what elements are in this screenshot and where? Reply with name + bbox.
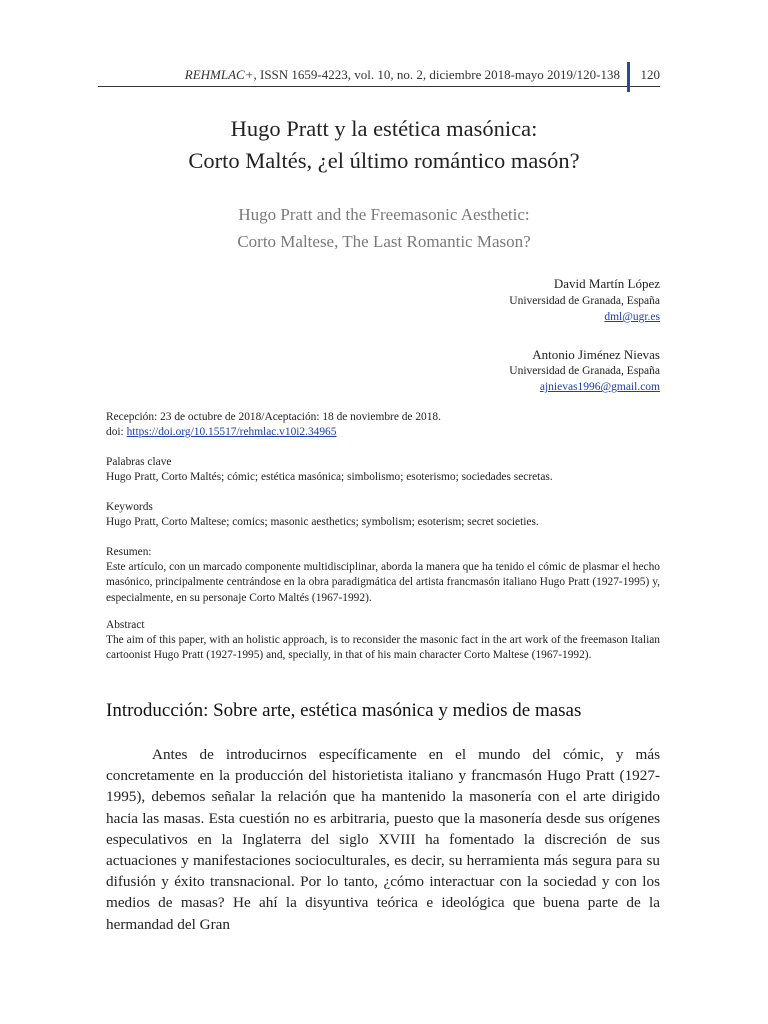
section-heading: Introducción: Sobre arte, estética masónica y medios de masas — [106, 700, 582, 721]
journal-name: REHMLAC+ — [184, 67, 254, 82]
doi-link[interactable]: https://doi.org/10.15517/rehmlac.v10i2.34965 — [126, 426, 337, 439]
palabras-clave-heading: Palabras clave — [106, 456, 172, 468]
title-english-line1: Hugo Pratt and the Freemasonic Aesthetic: — [238, 205, 530, 224]
abstract-text: The aim of this paper, with an holistic approach, is to reconsider the masonic fact in the art work of the freemason Italian cartoonist Hugo Pratt (1927-1995) and, specially, in that of his main character Corto Maltese (1967-1992). — [106, 634, 660, 662]
abstract-block — [106, 618, 660, 664]
keywords-block — [106, 500, 660, 530]
resumen-text: Este artículo, con un marcado componente multidisciplinar, aborda la manera que ha tenido el cómic de plasmar el hecho masónico, principalmente centrándose en la obra paradigmática del artista francmasón italiano Hugo Pratt (1927-1995) y, especialmente, en su personaje Corto Maltés (1967-1992). — [106, 561, 660, 604]
author-email-link[interactable]: ajnievas1996@gmail.com — [539, 381, 660, 393]
title-spanish — [0, 113, 768, 177]
header-divider-bar — [627, 62, 630, 92]
citation-details: , ISSN 1659-4223, vol. 10, no. 2, diciembre 2018-mayo 2019/120-138 — [253, 67, 620, 82]
abstract-heading: Abstract — [106, 619, 145, 631]
doi-line — [106, 425, 660, 440]
title-english — [0, 201, 768, 255]
intro-paragraph: Antes de introducirnos específicamente en el mundo del cómic, y más concretamente en la producción del historietista italiano y francmasón Hugo Pratt (1927-1995), debemos señalar la relación que ha mantenido la masonería con el arte dirigido hacia las masas. Esta cuestión no es arbitraria, puesto que la masonería desde sus orígenes especulativos en la Inglaterra del siglo XVIII ha fomentado la discreción de sus actuaciones y manifestaciones socioculturales, es decir, su herramienta más segura para su difusión y éxito transnacional. Por lo tanto, ¿cómo interactuar con la sociedad y con los medios de masas? He ahí la disyuntiva teórica e ideológica que buena parte de la hermandad del Gran — [106, 746, 660, 933]
palabras-clave-text: Hugo Pratt, Corto Maltés; cómic; estética masónica; simbolismo; esoterismo; sociedades secretas. — [106, 471, 553, 484]
author-name: Antonio Jiménez Nievas — [532, 347, 660, 362]
palabras-clave-block — [106, 455, 660, 485]
resumen-block — [106, 545, 660, 606]
author-affiliation: Universidad de Granada, España — [509, 295, 660, 307]
author-email-link[interactable]: dml@ugr.es — [604, 311, 660, 323]
doi-label: doi: — [106, 426, 127, 439]
keywords-heading: Keywords — [106, 501, 153, 513]
running-header — [98, 66, 660, 87]
title-spanish-line2: Corto Maltés, ¿el último romántico masón? — [188, 148, 580, 173]
reception-block — [106, 410, 660, 440]
resumen-heading: Resumen: — [106, 546, 152, 558]
author-affiliation: Universidad de Granada, España — [509, 365, 660, 377]
author-name: David Martín López — [553, 276, 660, 291]
page-number: 120 — [640, 67, 660, 82]
title-english-line2: Corto Maltese, The Last Romantic Mason? — [237, 232, 531, 251]
keywords-text: Hugo Pratt, Corto Maltese; comics; masonic aesthetics; symbolism; esoterism; secret societies. — [106, 516, 539, 529]
title-spanish-line1: Hugo Pratt y la estética masónica: — [230, 116, 538, 141]
reception-dates: Recepción: 23 de octubre de 2018/Aceptación: 18 de noviembre de 2018. — [106, 411, 441, 423]
header-citation — [185, 67, 620, 83]
